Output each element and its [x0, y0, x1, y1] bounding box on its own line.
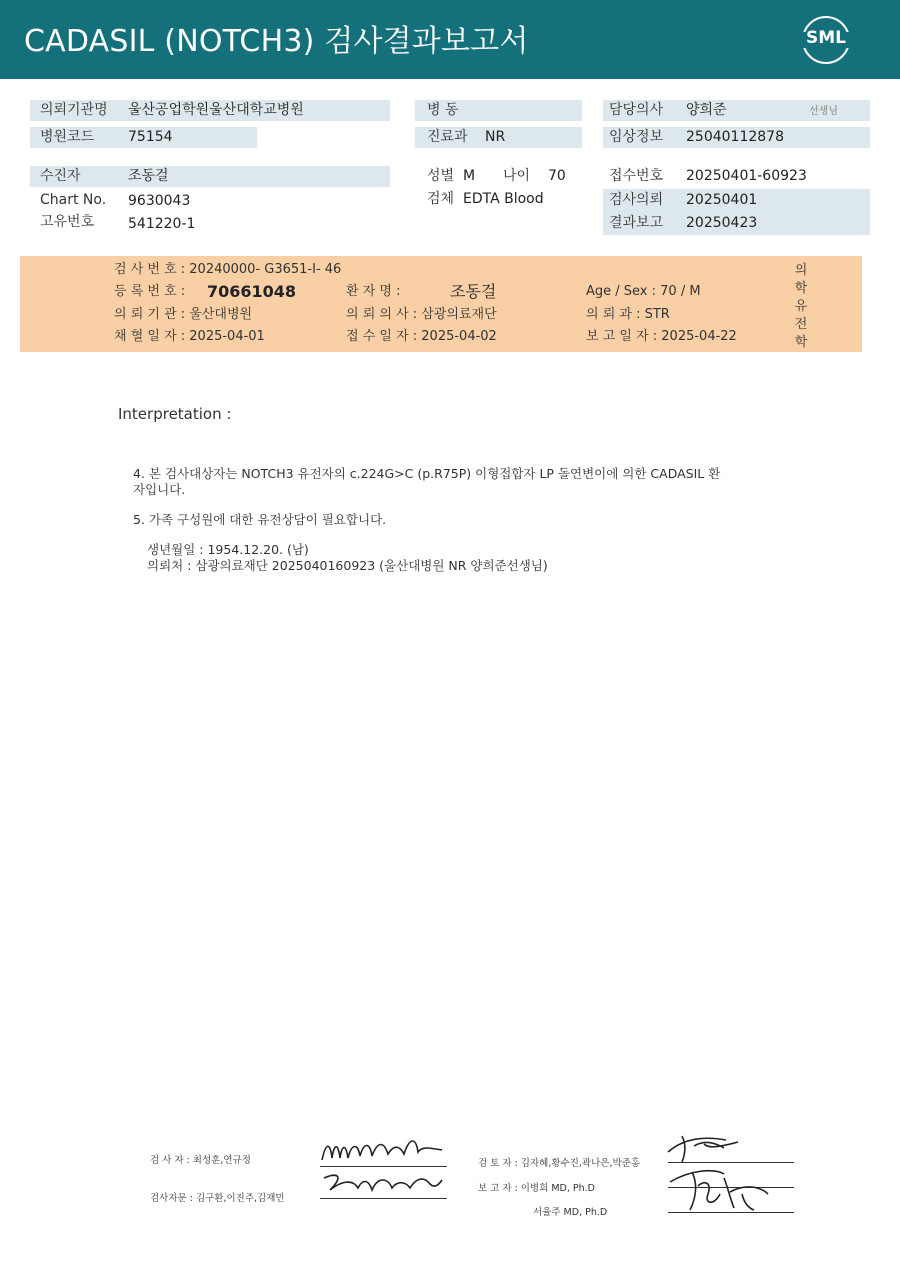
id-value: 541220-1 [128, 216, 196, 232]
institution-value: 울산공업학원울산대학교병원 [128, 102, 304, 118]
birth-date: 생년월일 : 1954.12.20. (남) [147, 542, 309, 557]
registration-value: 70661048 [207, 282, 297, 301]
interpretation-heading: Interpretation : [118, 405, 232, 423]
hospital-code-label: 병원코드 [40, 129, 95, 145]
reporter-signature [664, 1164, 774, 1216]
header-bar [0, 0, 900, 79]
reviewer-signature [664, 1130, 744, 1166]
report-label: 결과보고 [609, 215, 664, 231]
tester-advisors: 검사자문 : 김구환,이진주,김재민 [150, 1193, 285, 1204]
clinical-label: 임상정보 [609, 129, 664, 145]
vertical-char: 의 [794, 263, 808, 278]
doctor-value: 양희준 [686, 102, 727, 118]
dept-value: NR [485, 129, 506, 145]
tester-signature [318, 1132, 448, 1168]
chart-label: Chart No. [40, 192, 107, 208]
interpretation-item-4: 4. 본 검사대상자는 NOTCH3 유전자의 c.224G>C (p.R75P) 이형접합자 LP 돌연변이에 의한 CADASIL 환 [133, 466, 721, 481]
sex-label: 성별 [427, 168, 455, 184]
clinical-value: 25040112878 [686, 129, 784, 145]
page-title: CADASIL (NOTCH3) 검사결과보고서 [24, 24, 529, 59]
registration-label: 등 록 번 호 : [114, 284, 186, 299]
lab-dept: 의 뢰 과 : STR [586, 307, 670, 322]
lab-patient-label: 환 자 명 : [346, 284, 401, 299]
lab-patient-value: 조동걸 [450, 282, 497, 301]
vertical-char: 유 [794, 299, 808, 314]
request-label: 검사의뢰 [609, 192, 664, 208]
logo-text: SML [806, 28, 846, 48]
doctor-suffix: 선생님 [809, 106, 838, 117]
patient-value: 조동걸 [128, 168, 169, 184]
hospital-code-value: 75154 [128, 129, 173, 145]
advisor-signature [318, 1168, 448, 1202]
test-number: 검 사 번 호 : 20240000- G3651-I- 46 [114, 262, 342, 277]
lab-institution: 의 뢰 기 관 : 울산대병원 [114, 307, 253, 322]
sex-value: M [463, 168, 476, 184]
age-label: 나이 [503, 168, 531, 184]
reporter: 보 고 자 : 이병희 MD, Ph.D [478, 1183, 595, 1194]
receive-date: 접 수 일 자 : 2025-04-02 [346, 329, 497, 344]
referral: 의뢰처 : 삼광의료재단 2025040160923 (울산대병원 NR 양희준선생님) [147, 558, 548, 573]
specimen-value: EDTA Blood [463, 191, 544, 207]
age-value: 70 [548, 168, 566, 184]
age-sex: Age / Sex : 70 / M [586, 284, 701, 299]
vertical-char: 학 [794, 281, 808, 296]
id-label: 고유번호 [40, 214, 95, 230]
patient-row [30, 166, 390, 187]
reporter-2: 서율주 MD, Ph.D [533, 1207, 608, 1218]
interpretation-item-4-cont: 자입니다. [133, 482, 186, 497]
reception-value: 20250401-60923 [686, 168, 807, 184]
tester: 검 사 자 : 최성훈,연규정 [150, 1155, 251, 1166]
ward-label: 병 동 [427, 102, 459, 118]
request-value: 20250401 [686, 192, 758, 208]
vertical-dept-label [790, 262, 812, 352]
report-value: 20250423 [686, 215, 758, 231]
interpretation-item-5: 5. 가족 구성원에 대한 유전상담이 필요합니다. [133, 512, 387, 527]
reviewer: 검 토 자 : 김자혜,황수진,곽나은,박준홍 [478, 1158, 640, 1169]
institution-label: 의뢰기관명 [40, 102, 108, 118]
lab-doctor: 의 뢰 의 사 : 삼광의료재단 [346, 307, 497, 322]
patient-label: 수진자 [40, 168, 81, 184]
sml-logo [800, 14, 852, 66]
lab-report-date: 보 고 일 자 : 2025-04-22 [586, 329, 737, 344]
specimen-label: 검체 [427, 191, 455, 207]
reception-label: 접수번호 [609, 168, 664, 184]
doctor-label: 담당의사 [609, 102, 664, 118]
chart-value: 9630043 [128, 193, 191, 209]
vertical-char: 학 [794, 335, 808, 350]
collection-date: 채 혈 일 자 : 2025-04-01 [114, 329, 265, 344]
dept-label: 진료과 [427, 129, 468, 145]
vertical-char: 전 [794, 317, 808, 332]
